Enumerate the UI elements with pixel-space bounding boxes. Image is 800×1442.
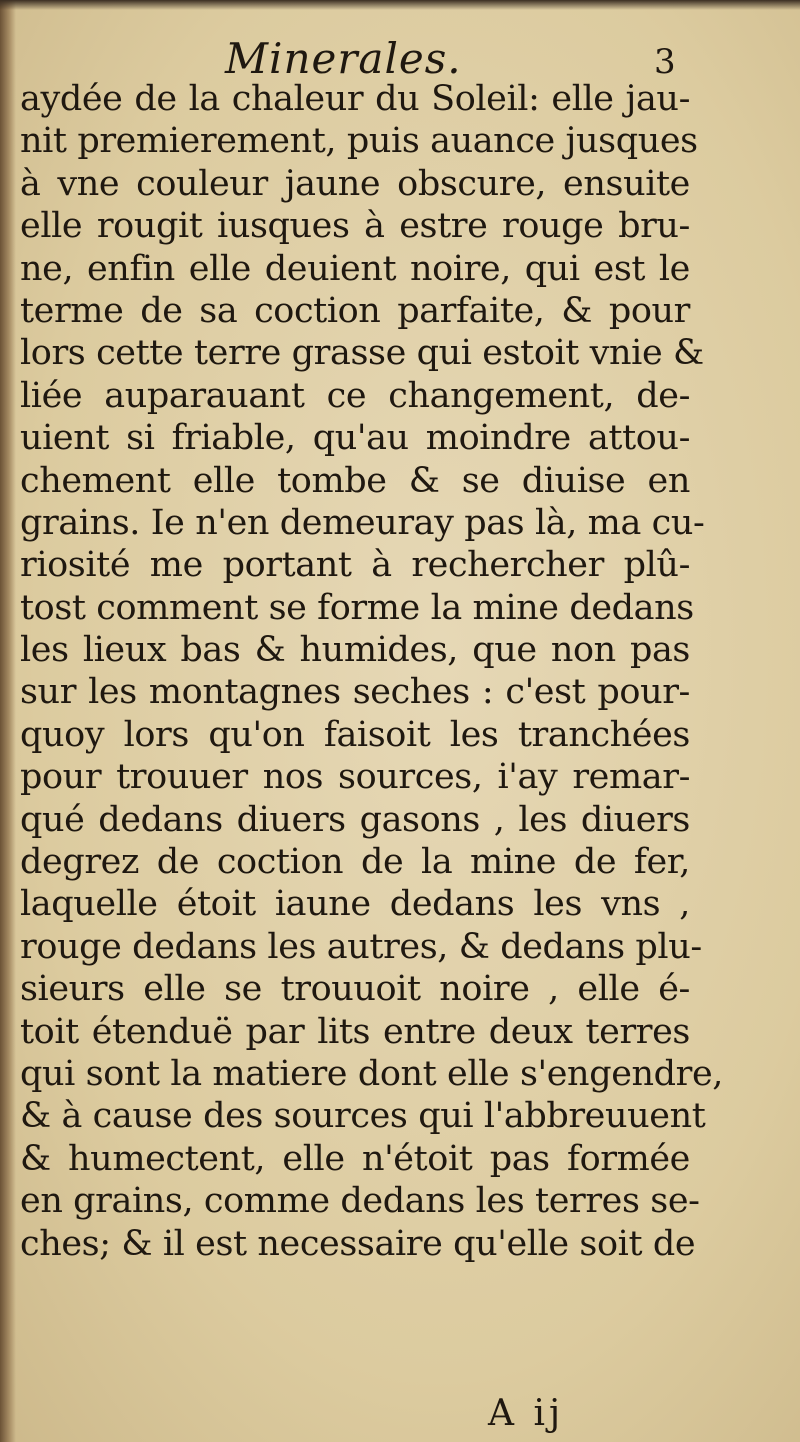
text-line: ne, enfin elle deuient noire, qui est le: [20, 248, 690, 289]
text-line: en grains, comme dedans les terres se-: [20, 1181, 700, 1222]
signature-mark: A ij: [488, 1393, 565, 1434]
text-line: & à cause des sources qui l'abbreuuent: [20, 1096, 706, 1137]
text-line: liée auparauant ce changement, de-: [20, 375, 690, 416]
binding-edge: [0, 0, 16, 1442]
text-line: grains. Ie n'en demeuray pas là, ma cu-: [20, 502, 705, 543]
text-line: qué dedans diuers gasons , les diuers: [20, 799, 690, 840]
text-line: lors cette terre grasse qui estoit vnie &: [20, 333, 704, 374]
text-line: rouge dedans les autres, & dedans plu-: [20, 926, 702, 967]
body-text: [20, 78, 724, 1265]
text-line: les lieux bas & humides, que non pas: [20, 630, 690, 671]
text-line: sieurs elle se trouuoit noire , elle é-: [20, 969, 690, 1010]
text-line: ches; & il est necessaire qu'elle soit de: [20, 1223, 696, 1264]
running-head: [0, 34, 800, 84]
text-line: tost comment se forme la mine dedans: [20, 587, 694, 628]
text-line: qui sont la matiere dont elle s'engendre,: [20, 1053, 724, 1094]
text-line: & humectent, elle n'étoit pas formée: [20, 1138, 690, 1179]
text-line: quoy lors qu'on faisoit les tranchées: [20, 714, 690, 755]
text-line: pour trouuer nos sources, i'ay remar-: [20, 757, 690, 798]
text-line: aydée de la chaleur du Soleil: elle jau-: [20, 79, 690, 119]
text-line: riosité me portant à rechercher plû-: [20, 545, 690, 586]
text-line: à vne couleur jaune obscure, ensuite: [20, 163, 690, 204]
text-line: uient si friable, qu'au moindre attou-: [20, 418, 690, 459]
text-line: laquelle étoit iaune dedans les vns ,: [20, 884, 690, 925]
text-line: degrez de coction de la mine de fer,: [20, 842, 690, 883]
text-line: chement elle tombe & se diuise en: [20, 460, 690, 501]
text-line: terme de sa coction parfaite, & pour: [20, 290, 690, 331]
text-line: elle rougit iusques à estre rouge bru-: [20, 206, 690, 247]
text-line: nit premierement, puis auance jusques: [20, 121, 698, 162]
page-number: 3: [654, 42, 676, 82]
page-title: Minerales.: [225, 34, 462, 83]
text-line: sur les montagnes seches : c'est pour-: [20, 672, 690, 713]
top-edge-shadow: [0, 0, 800, 10]
text-line: toit étenduë par lits entre deux terres: [20, 1011, 690, 1052]
